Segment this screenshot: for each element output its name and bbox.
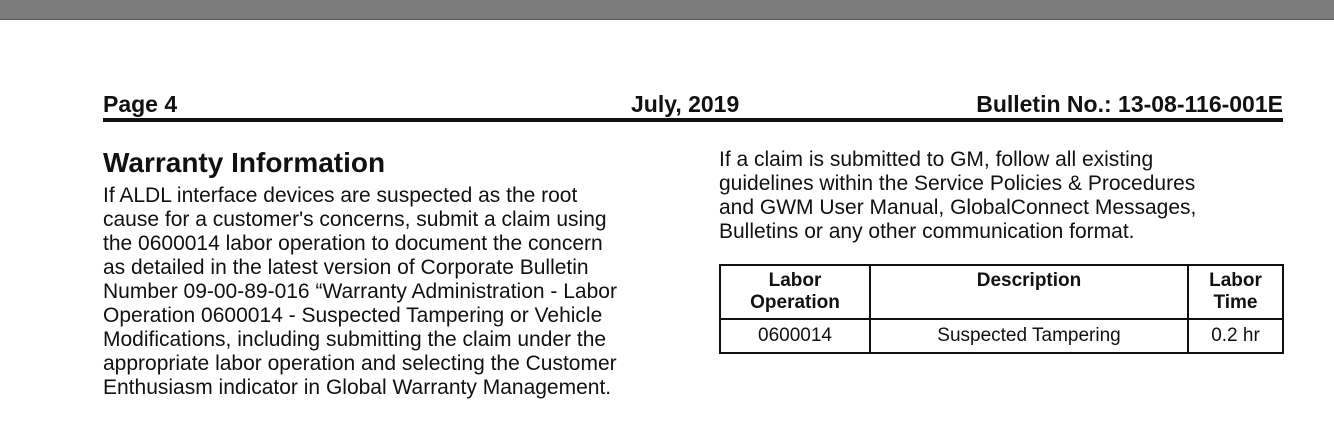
labor-operation-table bbox=[719, 264, 1284, 354]
paragraph-line: as detailed in the latest version of Corporate Bulletin bbox=[103, 256, 589, 279]
cell-labor-operation: 0600014 bbox=[720, 319, 870, 353]
viewer-top-bar bbox=[0, 0, 1334, 20]
paragraph-line: If a claim is submitted to GM, follow all existing bbox=[719, 148, 1154, 171]
bulletin-number: Bulletin No.: 13-08-116-001E bbox=[976, 91, 1283, 117]
paragraph-line: If ALDL interface devices are suspected as the root bbox=[103, 184, 578, 207]
paragraph-line: appropriate labor operation and selecting the Customer bbox=[103, 352, 617, 375]
paragraph-line: cause for a customer's concerns, submit a claim using bbox=[103, 208, 607, 231]
page-number: Page 4 bbox=[103, 91, 178, 117]
paragraph-line: guidelines within the Service Policies & Procedures bbox=[719, 172, 1196, 195]
paragraph-line: Number 09-00-89-016 “Warranty Administration - Labor bbox=[103, 280, 617, 303]
header-labor-time: Labor Time bbox=[1188, 265, 1283, 319]
header-description: Description bbox=[870, 265, 1188, 319]
bulletin-date: July, 2019 bbox=[631, 91, 740, 117]
section-heading: Warranty Information bbox=[103, 147, 386, 178]
paragraph-line: and GWM User Manual, GlobalConnect Messages, bbox=[719, 196, 1197, 219]
claim-guidelines bbox=[719, 148, 1284, 244]
header-labor-operation: Labor Operation bbox=[720, 265, 870, 319]
paragraph-line: the 0600014 labor operation to document the concern bbox=[103, 232, 603, 255]
warranty-section bbox=[103, 146, 693, 400]
page-header bbox=[103, 90, 1283, 122]
paragraph-line: Operation 0600014 - Suspected Tampering or Vehicle bbox=[103, 304, 603, 327]
table-row bbox=[720, 319, 1283, 353]
paragraph-line: Enthusiasm indicator in Global Warranty Management. bbox=[103, 376, 612, 399]
cell-labor-time: 0.2 hr bbox=[1188, 319, 1283, 353]
cell-description: Suspected Tampering bbox=[870, 319, 1188, 353]
table-header-row bbox=[720, 265, 1283, 319]
paragraph-line: Modifications, including submitting the claim under the bbox=[103, 328, 607, 351]
paragraph-line: Bulletins or any other communication format. bbox=[719, 220, 1135, 243]
